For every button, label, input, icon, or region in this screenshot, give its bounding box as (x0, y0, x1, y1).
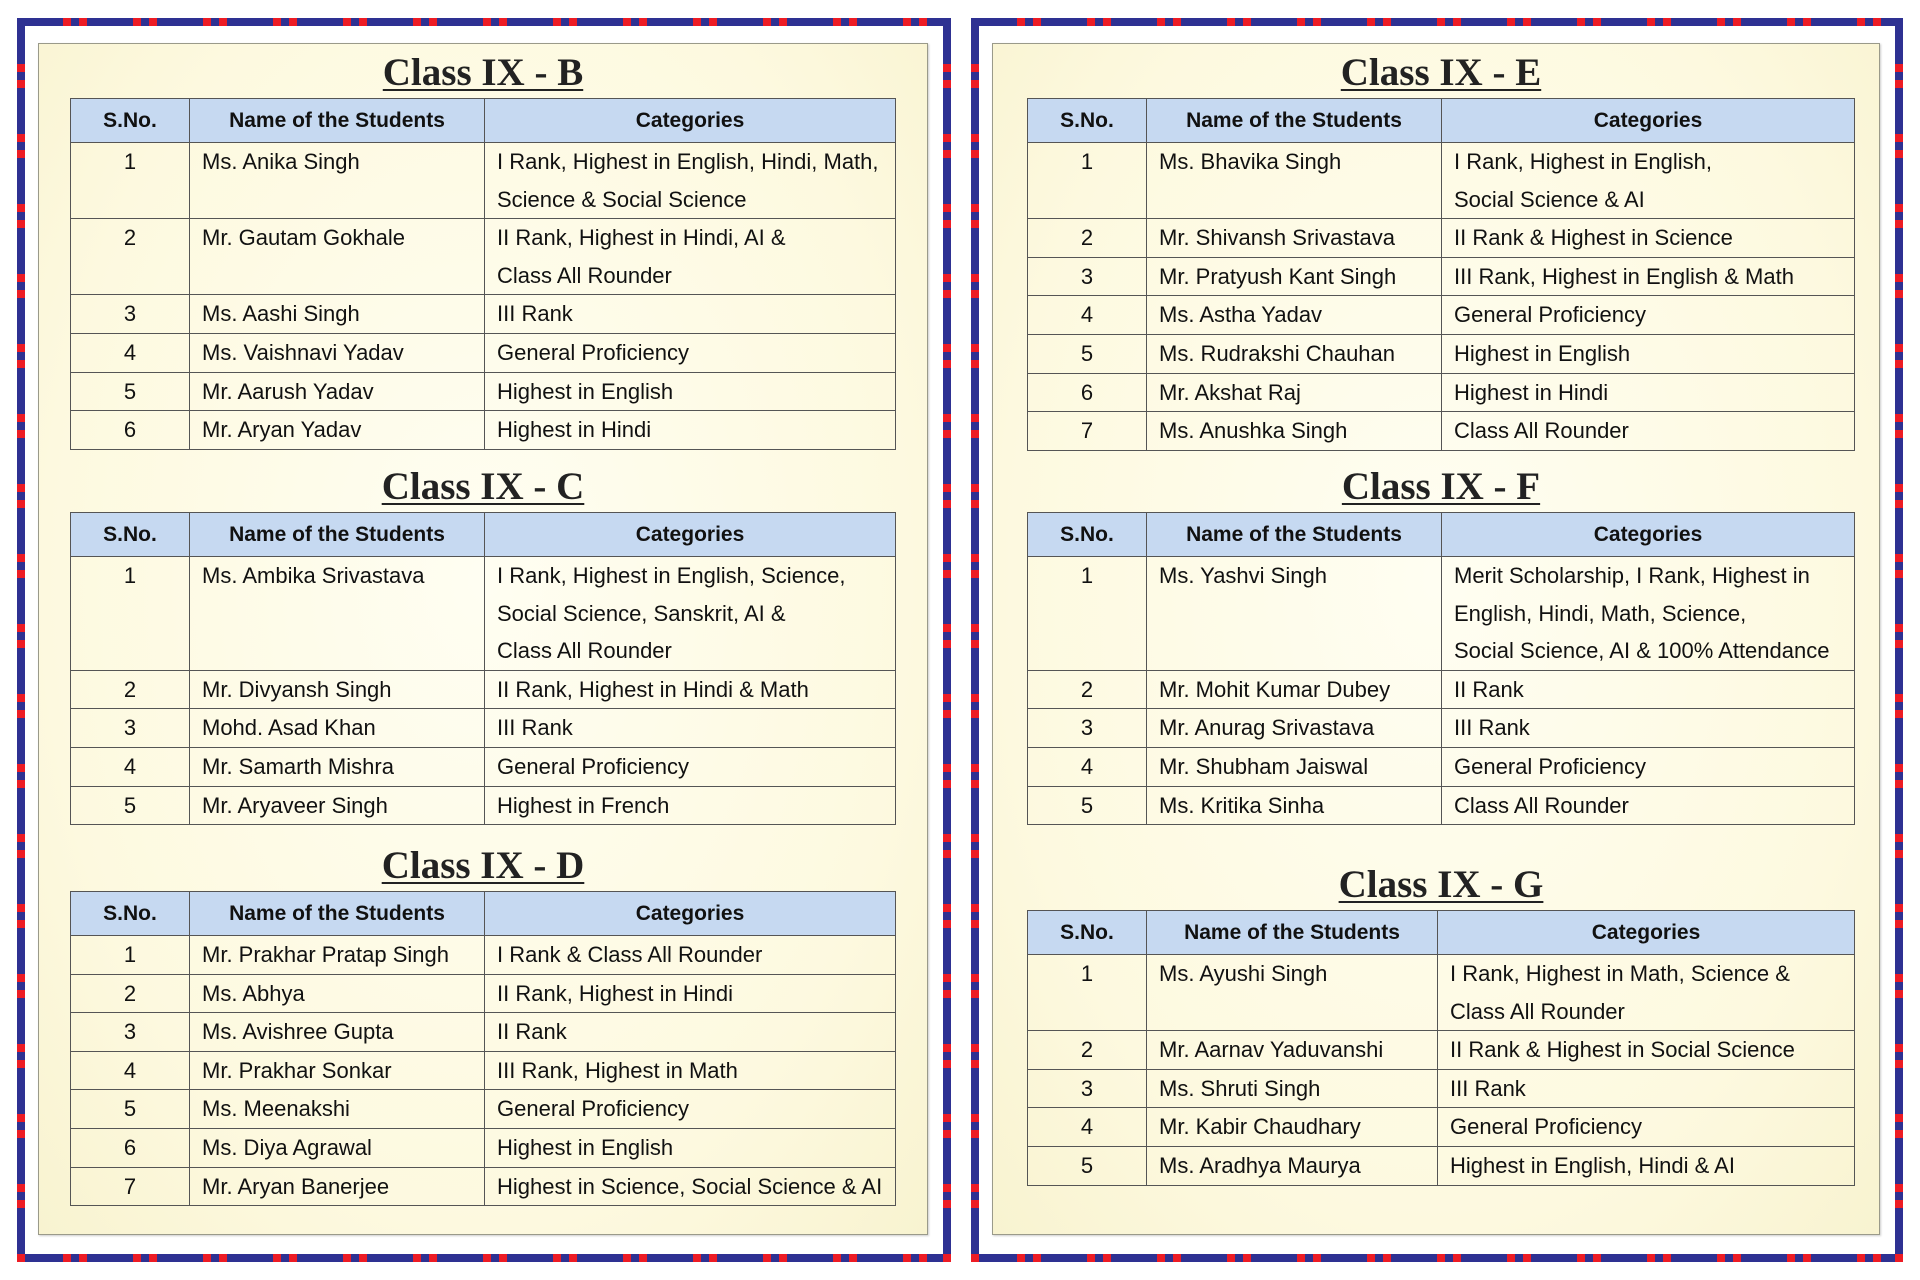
class-section (70, 462, 896, 825)
student-name: Mr. Prakhar Sonkar (190, 1051, 485, 1090)
table-row (1028, 1069, 1855, 1108)
header-name: Name of the Students (190, 892, 485, 936)
sno: 1 (71, 143, 190, 219)
results-table (70, 512, 896, 825)
section-title: Class IX - D (381, 844, 585, 887)
sno: 6 (1028, 373, 1147, 412)
header-sno: S.No. (1028, 99, 1147, 143)
categories: General Proficiency (1442, 296, 1855, 335)
sno: 3 (1028, 257, 1147, 296)
table-row (1028, 1146, 1855, 1185)
sno: 2 (1028, 219, 1147, 258)
section-title: Class IX - B (382, 51, 584, 94)
sno: 6 (71, 1128, 190, 1167)
table-row (71, 143, 896, 219)
header-categories: Categories (1442, 513, 1855, 557)
header-name: Name of the Students (1147, 513, 1442, 557)
sno: 4 (1028, 296, 1147, 335)
categories: III Rank (1438, 1069, 1855, 1108)
student-name: Mr. Gautam Gokhale (190, 219, 485, 295)
student-name: Mr. Samarth Mishra (190, 747, 485, 786)
student-name: Ms. Diya Agrawal (190, 1128, 485, 1167)
table-row (1028, 412, 1855, 451)
table-row (1028, 373, 1855, 412)
categories: General Proficiency (485, 333, 896, 372)
sno: 5 (1028, 786, 1147, 825)
student-name: Mr. Pratyush Kant Singh (1147, 257, 1442, 296)
categories: Highest in Hindi (1442, 373, 1855, 412)
sno: 3 (1028, 709, 1147, 748)
student-name: Mr. Prakhar Pratap Singh (190, 936, 485, 975)
table-row (71, 333, 896, 372)
categories: Highest in English (1442, 334, 1855, 373)
categories: Highest in English, Hindi & AI (1438, 1146, 1855, 1185)
table-row (1028, 257, 1855, 296)
sno: 2 (71, 670, 190, 709)
sno: 4 (71, 747, 190, 786)
categories: III Rank, Highest in English & Math (1442, 257, 1855, 296)
table-header-row (1028, 99, 1855, 143)
sno: 5 (1028, 334, 1147, 373)
header-sno: S.No. (71, 513, 190, 557)
class-section (1027, 860, 1855, 1186)
categories: I Rank, Highest in Math, Science & Class All Rounder (1438, 955, 1855, 1031)
student-name: Ms. Bhavika Singh (1147, 143, 1442, 219)
student-name: Ms. Aradhya Maurya (1147, 1146, 1438, 1185)
table-row (1028, 557, 1855, 671)
sno: 7 (71, 1167, 190, 1206)
border-right (943, 18, 951, 1262)
categories: II Rank, Highest in Hindi, AI & Class All Rounder (485, 219, 896, 295)
categories: General Proficiency (1442, 747, 1855, 786)
class-section (70, 841, 896, 1206)
table-row (71, 936, 896, 975)
table-row (1028, 786, 1855, 825)
section-title: Class IX - G (1338, 863, 1544, 906)
table-row (1028, 219, 1855, 258)
header-name: Name of the Students (1147, 911, 1438, 955)
table-row (71, 1167, 896, 1206)
table-row (71, 372, 896, 411)
table-row (71, 557, 896, 671)
sno: 3 (71, 709, 190, 748)
table-row (71, 1051, 896, 1090)
section-title: Class IX - C (381, 465, 585, 508)
student-name: Ms. Vaishnavi Yadav (190, 333, 485, 372)
results-table (70, 891, 896, 1206)
student-name: Ms. Anika Singh (190, 143, 485, 219)
table-row (1028, 709, 1855, 748)
sno: 3 (71, 295, 190, 334)
student-name: Ms. Rudrakshi Chauhan (1147, 334, 1442, 373)
header-categories: Categories (1438, 911, 1855, 955)
student-name: Ms. Kritika Sinha (1147, 786, 1442, 825)
student-name: Mr. Kabir Chaudhary (1147, 1108, 1438, 1147)
categories: I Rank, Highest in English, Social Science & AI (1442, 143, 1855, 219)
categories: III Rank, Highest in Math (485, 1051, 896, 1090)
categories: General Proficiency (1438, 1108, 1855, 1147)
sno: 1 (71, 936, 190, 975)
sno: 2 (1028, 1031, 1147, 1070)
header-sno: S.No. (1028, 513, 1147, 557)
header-categories: Categories (485, 892, 896, 936)
header-categories: Categories (1442, 99, 1855, 143)
student-name: Mr. Aarnav Yaduvanshi (1147, 1031, 1438, 1070)
sno: 1 (1028, 955, 1147, 1031)
student-name: Ms. Ayushi Singh (1147, 955, 1438, 1031)
categories: Class All Rounder (1442, 786, 1855, 825)
categories: II Rank, Highest in Hindi & Math (485, 670, 896, 709)
table-row (1028, 1108, 1855, 1147)
table-row (1028, 670, 1855, 709)
categories: I Rank, Highest in English, Hindi, Math, Science & Social Science (485, 143, 896, 219)
border-right (1895, 18, 1903, 1262)
categories: General Proficiency (485, 747, 896, 786)
categories: III Rank (1442, 709, 1855, 748)
header-name: Name of the Students (190, 513, 485, 557)
header-categories: Categories (485, 99, 896, 143)
border-bottom (971, 1254, 1903, 1262)
student-name: Mr. Shubham Jaiswal (1147, 747, 1442, 786)
table-row (71, 747, 896, 786)
table-row (71, 295, 896, 334)
sno: 5 (71, 1090, 190, 1129)
border-top (971, 18, 1903, 26)
table-header-row (71, 892, 896, 936)
categories: Highest in French (485, 786, 896, 825)
border-left (971, 18, 979, 1262)
categories: III Rank (485, 295, 896, 334)
table-row (1028, 143, 1855, 219)
table-row (71, 786, 896, 825)
table-row (71, 1090, 896, 1129)
student-name: Mr. Shivansh Srivastava (1147, 219, 1442, 258)
table-row (71, 219, 896, 295)
header-name: Name of the Students (1147, 99, 1442, 143)
categories: Merit Scholarship, I Rank, Highest in English, Hindi, Math, Science, Social Science, AI & 100% Attendance (1442, 557, 1855, 671)
section-title: Class IX - F (1341, 465, 1541, 508)
student-name: Mr. Aryan Yadav (190, 411, 485, 450)
categories: Highest in Science, Social Science & AI (485, 1167, 896, 1206)
student-name: Mr. Aryan Banerjee (190, 1167, 485, 1206)
table-row (71, 974, 896, 1013)
student-name: Mr. Akshat Raj (1147, 373, 1442, 412)
student-name: Ms. Meenakshi (190, 1090, 485, 1129)
sno: 4 (71, 333, 190, 372)
sno: 1 (1028, 557, 1147, 671)
sno: 4 (1028, 1108, 1147, 1147)
student-name: Ms. Astha Yadav (1147, 296, 1442, 335)
categories: III Rank (485, 709, 896, 748)
sno: 6 (71, 411, 190, 450)
results-table (70, 98, 896, 450)
sno: 2 (71, 974, 190, 1013)
sno: 5 (71, 372, 190, 411)
sno: 3 (1028, 1069, 1147, 1108)
class-section (1027, 48, 1855, 451)
table-row (1028, 747, 1855, 786)
categories: II Rank & Highest in Science (1442, 219, 1855, 258)
student-name: Ms. Ambika Srivastava (190, 557, 485, 671)
results-table (1027, 512, 1855, 825)
sno: 2 (71, 219, 190, 295)
student-name: Ms. Shruti Singh (1147, 1069, 1438, 1108)
results-table (1027, 910, 1855, 1186)
table-row (71, 1128, 896, 1167)
categories: I Rank, Highest in English, Science, Social Science, Sanskrit, AI & Class All Rounder (485, 557, 896, 671)
header-categories: Categories (485, 513, 896, 557)
sno: 3 (71, 1013, 190, 1052)
table-row (1028, 1031, 1855, 1070)
table-header-row (1028, 911, 1855, 955)
border-top (17, 18, 951, 26)
categories: I Rank & Class All Rounder (485, 936, 896, 975)
student-name: Ms. Aashi Singh (190, 295, 485, 334)
categories: II Rank (485, 1013, 896, 1052)
border-bottom (17, 1254, 951, 1262)
sno: 1 (71, 557, 190, 671)
table-header-row (1028, 513, 1855, 557)
student-name: Ms. Yashvi Singh (1147, 557, 1442, 671)
class-section (1027, 462, 1855, 825)
categories: Highest in Hindi (485, 411, 896, 450)
sno: 4 (71, 1051, 190, 1090)
header-sno: S.No. (71, 892, 190, 936)
sno: 4 (1028, 747, 1147, 786)
table-row (71, 411, 896, 450)
header-sno: S.No. (71, 99, 190, 143)
categories: Highest in English (485, 1128, 896, 1167)
border-left (17, 18, 25, 1262)
student-name: Ms. Avishree Gupta (190, 1013, 485, 1052)
sno: 5 (1028, 1146, 1147, 1185)
sno: 2 (1028, 670, 1147, 709)
student-name: Mr. Divyansh Singh (190, 670, 485, 709)
student-name: Mr. Mohit Kumar Dubey (1147, 670, 1442, 709)
sno: 7 (1028, 412, 1147, 451)
student-name: Mr. Aryaveer Singh (190, 786, 485, 825)
table-row (71, 709, 896, 748)
sno: 1 (1028, 143, 1147, 219)
categories: Class All Rounder (1442, 412, 1855, 451)
student-name: Mohd. Asad Khan (190, 709, 485, 748)
sno: 5 (71, 786, 190, 825)
table-row (1028, 334, 1855, 373)
student-name: Mr. Anurag Srivastava (1147, 709, 1442, 748)
categories: II Rank (1442, 670, 1855, 709)
categories: General Proficiency (485, 1090, 896, 1129)
student-name: Ms. Anushka Singh (1147, 412, 1442, 451)
header-name: Name of the Students (190, 99, 485, 143)
table-row (71, 1013, 896, 1052)
table-row (1028, 296, 1855, 335)
categories: II Rank & Highest in Social Science (1438, 1031, 1855, 1070)
table-header-row (71, 99, 896, 143)
header-sno: S.No. (1028, 911, 1147, 955)
categories: II Rank, Highest in Hindi (485, 974, 896, 1013)
table-row (1028, 955, 1855, 1031)
section-title: Class IX - E (1340, 51, 1542, 94)
student-name: Mr. Aarush Yadav (190, 372, 485, 411)
student-name: Ms. Abhya (190, 974, 485, 1013)
class-section (70, 48, 896, 450)
table-row (71, 670, 896, 709)
categories: Highest in English (485, 372, 896, 411)
results-table (1027, 98, 1855, 451)
table-header-row (71, 513, 896, 557)
